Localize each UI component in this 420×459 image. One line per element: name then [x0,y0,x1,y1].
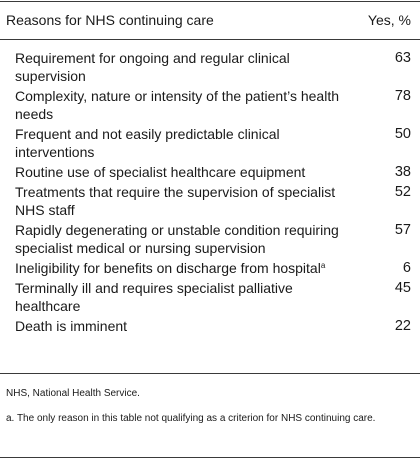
table-footnotes [6,383,406,426]
footnote-abbreviation: NHS, National Health Service. [6,388,140,399]
row-reason-text: Ineligibility for benefits on discharge from hospital [15,260,321,276]
table-row [0,279,420,315]
table-body [0,49,420,337]
header-rule [0,39,420,40]
row-value: 50 [394,126,411,142]
row-value: 78 [394,88,411,104]
row-value: 38 [394,164,411,180]
row-value: 63 [394,50,411,66]
row-reason: Frequent and not easily predictable clinical interventions [15,126,280,160]
row-reason: Treatments that require the supervision of specialist NHS staff [15,184,336,218]
table-row [0,259,420,277]
bottom-rule [0,457,420,458]
footnote-a: a. The only reason in this table not qualifying as a criterion for NHS continuing care. [6,413,376,424]
table-row [0,163,420,181]
header-yes-percent: Yes, % [367,12,411,28]
table-row [0,87,420,123]
row-reason: Terminally ill and requires specialist palliative healthcare [15,280,293,314]
row-value: 6 [402,260,411,276]
table-header [0,8,420,32]
row-reason: Rapidly degenerating or unstable condition requiring specialist medical or nursing supervision [15,222,339,256]
table-row [0,125,420,161]
top-rule [0,1,420,2]
row-reason: Death is imminent [15,318,128,334]
footnote-marker: a [320,261,326,270]
row-value: 57 [394,222,411,238]
row-reason: Complexity, nature or intensity of the patient’s health needs [15,88,339,122]
row-value: 52 [394,184,411,200]
row-reason [0,259,357,277]
row-reason: Requirement for ongoing and regular clinical supervision [15,50,290,84]
table-row [0,183,420,219]
row-reason: Routine use of specialist healthcare equipment [15,164,306,180]
footer-rule [0,373,420,374]
row-value: 22 [394,318,411,334]
table-row [0,317,420,335]
table-row [0,49,420,85]
row-value: 45 [394,280,411,296]
header-reasons: Reasons for NHS continuing care [6,12,214,28]
table-row [0,221,420,257]
